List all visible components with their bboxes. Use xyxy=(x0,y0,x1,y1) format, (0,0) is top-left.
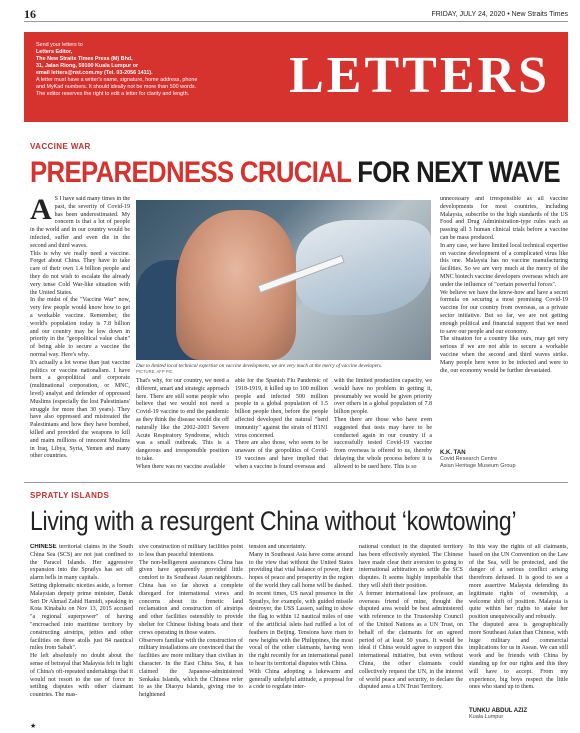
signature-place: Kuala Lumpur xyxy=(469,714,504,720)
info-line: The editor reserves the right to edit a letter for clarity and length. xyxy=(36,91,190,97)
letter1-column-2: That's why, for our country, we need a different, smart and strategic approach here. There are still some people who believe that we would not need a Covid-19 vaccine to end the pandemic as they think the disease would die off naturally like the 2002-2003 Severe Acute Respiratory Syndrome, which was a small outbreak. This is a dangerous and irresponsible position to take. When there was no vaccine available xyxy=(136,378,229,470)
signature-name: K.K. TAN xyxy=(440,450,466,456)
signature-name: TUNKU ABDUL AZIZ xyxy=(469,708,528,714)
info-line: Letters Editor, xyxy=(36,49,73,55)
page-number-group xyxy=(24,7,36,22)
photo-credit: PICTURE: AFP PIC xyxy=(136,369,173,375)
letter2-column-5: In this way the rights of all claimants, based on the UN Convention on the Law of the Sea, will be protected, and the danger of a serious conflict arising therefrom defused. It is good to see a more assertive Malaysia defending its legitimate rights of ownership, a welcome shift of position. Malaysia is quite within her rights to stake her position unequivocally and robustly. The disputed area is geographically more Southeast Asian than Chinese, with huge military and commercial implications for us in Asean. We can still work and be friends with China by standing up for our rights and this they will have to accept. From my experience, big boys respect the little ones who stand up to them. xyxy=(469,544,568,691)
column-text: S I have said many times in the past, the severity of Covid-19 has been underestimated. My concern is that a lot of people in the world and in our country would be infected, suffer and even die in the second and third waves. This is why we really need a vaccine. Forget about China. They have to take care of their own 1.4 billion people and they do not wish to escalate the already very tense Cold War-like situation with the United States. In the midst of the "Vaccine War" now, very few people would know how to get a workable vaccine. Remember, the world's population today is 7.8 billion and our country may be low down in priority in the "geopolitical value chain" of being able to secure a vaccine the normal way. Here's why. It's actually a lot worse than just vaccine politics or vaccine nationalism. I have been a geopolitical and corporate (multinational corporation, or MNC, level) analyst and defender of oppressed Muslims (especially the lost Palestinians' struggle for more than 30 years). They have also oppressed and mistreated the Palestinians and how they have bombed, killed and provided the weapons to kill and maim millions of innocent Muslims in Iraq, Libya, Syria, Yemen and many other countries. xyxy=(30,196,130,460)
letter1-column-4: with the limited production capacity, we would have no problem in getting it, presumably we would be given priority over others in a global population of 7.8 billion people. Then there are those who have even suggested that tests may have to be conducted again in our country if a successfully tested Covid-19 vaccine from overseas is offered to us, thereby delaying the whole process before it is allowed to be used here. This is so xyxy=(334,378,432,470)
caption-text: Due to limited local technical expertise on vaccine development, we are very much at the mercy of vaccine developers. xyxy=(136,363,383,369)
headline-red-part: PREPAREDNESS CRUCIAL xyxy=(30,156,358,189)
info-line: and MyKad numbers. It should ideally not be more than 500 words. xyxy=(36,84,197,90)
photo-caption xyxy=(136,363,432,376)
end-star-icon: ★ xyxy=(30,722,37,730)
letter2-signature xyxy=(469,708,568,720)
letter1-column-5: unnecessary and irresponsible as all vaccine developments for most countries, including Malaysia, subscribe to the high standards of the US Food and Drug Administration-type rules such as passing all 3 human clinical trials before a vaccine can be mass produced. In any case, we have limited local technical expertise on vaccine development of a complicated virus like this one. Malaysia has no vaccine manufacturing facilities. So we are very much at the mercy of the MNC biotech vaccine developers overseas which are under the influence of "certain powerful forces". We believe we have the know-how and have a secret formula on securing a most promising Covid-19 vaccine for our country from overseas, as a private sector initiative. But so far, we are not getting enough political and financial support that we need to save our people and our economy. The situation for a country like ours, may get very serious if we are not able to secure a workable vaccine when the second and third waves strike. Many people here were to be infected and were to die, our economy would be further devastated. xyxy=(440,196,568,374)
page-header xyxy=(24,8,568,22)
info-line: The New Straits Times Press (M) Bhd, xyxy=(36,56,133,62)
letter1-kicker: VACCINE WAR xyxy=(30,142,91,151)
vaccine-photo xyxy=(136,200,431,360)
page-number: 16 xyxy=(24,7,36,21)
letter2-headline: Living with a resurgent China without ‘kowtowing’ xyxy=(30,506,517,536)
column-text: territorial claims in the South China Sea (SCS) are not just confined to the Paracel Islands. Her aggressive expansion into the Spratlys has set off alarm bells in many capitals. Setting diplomatic niceties aside, a former Malaysian deputy prime minister, Datuk Seri Dr Ahmad Zahid Hamidi, speaking in Kota Kinabalu on Nov 13, 2015 accused "a regional superpower" of having "encroached into maritime territory by constructing airstrips, jetties and other facilities on three atolls just 84 nautical miles from Sabah". He left absolutely no doubt about the sense of betrayal that Malaysia felt in light of China's oft-repeated undertakings that it would not resort to the use of force in settling disputes with other claimant countries. The mas- xyxy=(30,544,133,699)
dateline: FRIDAY, JULY 24, 2020 • New Straits Times xyxy=(431,11,568,18)
letter1-headline xyxy=(30,156,560,190)
letters-banner xyxy=(24,32,568,122)
letter2-column-1 xyxy=(30,544,133,720)
info-line: Send your letters to xyxy=(36,42,83,48)
info-line: A letter must have a writer's name, signature, home address, phone xyxy=(36,77,198,83)
info-line: email letters@nst.com.my (Tel. 03-2056 1411). xyxy=(36,70,153,76)
letter2-column-3: tension and uncertainty. Many in Southeast Asia have come around to the view that without the United States providing that vital balance of power, their hopes of peace and prosperity in the region of the world they call home will be dashed. In recent times, US naval presence in the Spratlys, for example, with guided missile destroyer, the USS Lassen, sailing to show the flag to within 12 nautical miles of one of the artificial islets had ruffled a lot of feathers in Beijing. Tensions have risen to new heights with the Philippines, the most vocal of the other claimants, having won the right recently for an international panel to hear its territorial disputes with China. With China adopting a lukewarm and generally unhelpful attitude, a proposal for a code to regulate inter- xyxy=(249,544,353,691)
letter2-column-4: national conduct in the disputed territory has been effectively stymied. The Chinese have made clear their aversion to going to international arbitration to settle the SCS disputes. It seems highly improbable that they will shift their position. A former international law professor, an overseas friend of mine, thought the disputed area would be best administered with reference to the Trusteeship Council of the United Nations as a UN Trust, on behalf of the claimants for an agreed period of at least 50 years. It would be ideal if China would agree to support this international initiative, but even without China, the other claimants could collectively request the UN, in the interest of world peace and security, to declare the disputed area a UN Trust Territory. xyxy=(359,544,463,691)
headline-dark-part: FOR NEXT WAVE xyxy=(357,156,560,189)
letter2-kicker: SPRATLY ISLANDS xyxy=(30,491,110,500)
letter1-signature xyxy=(440,450,568,470)
section-divider xyxy=(24,482,568,483)
lead-word: CHINESE xyxy=(30,544,57,550)
signature-place: Covid Research Centre Asian Heritage Museum Group xyxy=(440,456,516,469)
letter2-column-2: sive construction of military facilities point to less than peaceful intentions. The non-belligerent assurances China has given have apparently provided little comfort to its Southeast Asian neighbours. China has so far shown a complete disregard for international views and concerns about its frenetic land reclamation and construction of airstrips and other facilities ostensibly to provide shelter for Chinese fishing boats and their crews operating in those waters. Observers familiar with the construction of military installations are convinced that the facilities are more military than civilian in character. In the East China Sea, it has claimed the Japanese-administered Senkaku Islands, which the Chinese refer to as the Diaoyu Islands, giving rise to heightened xyxy=(139,544,243,699)
letter1-column-3: able for the Spanish Flu Pandemic of 1918-1919, it killed up to 100 million people and infected 500 million people in a global population of 1.5 billion people then, before the people affected developed the natural "herd immunity" against the strain of H1N1 virus concerned. There are also those, who seem to be unaware of the geopolitics of Covid-19 vaccines and have implied that when a vaccine is found overseas and xyxy=(235,378,328,470)
drop-cap: A xyxy=(30,196,52,226)
info-line: 31, Jalan Riong, 59100 Kuala Lumpur or xyxy=(36,63,139,69)
section-title: LETTERS xyxy=(289,47,550,104)
submission-info xyxy=(36,42,286,98)
letter1-column-1 xyxy=(30,196,130,470)
